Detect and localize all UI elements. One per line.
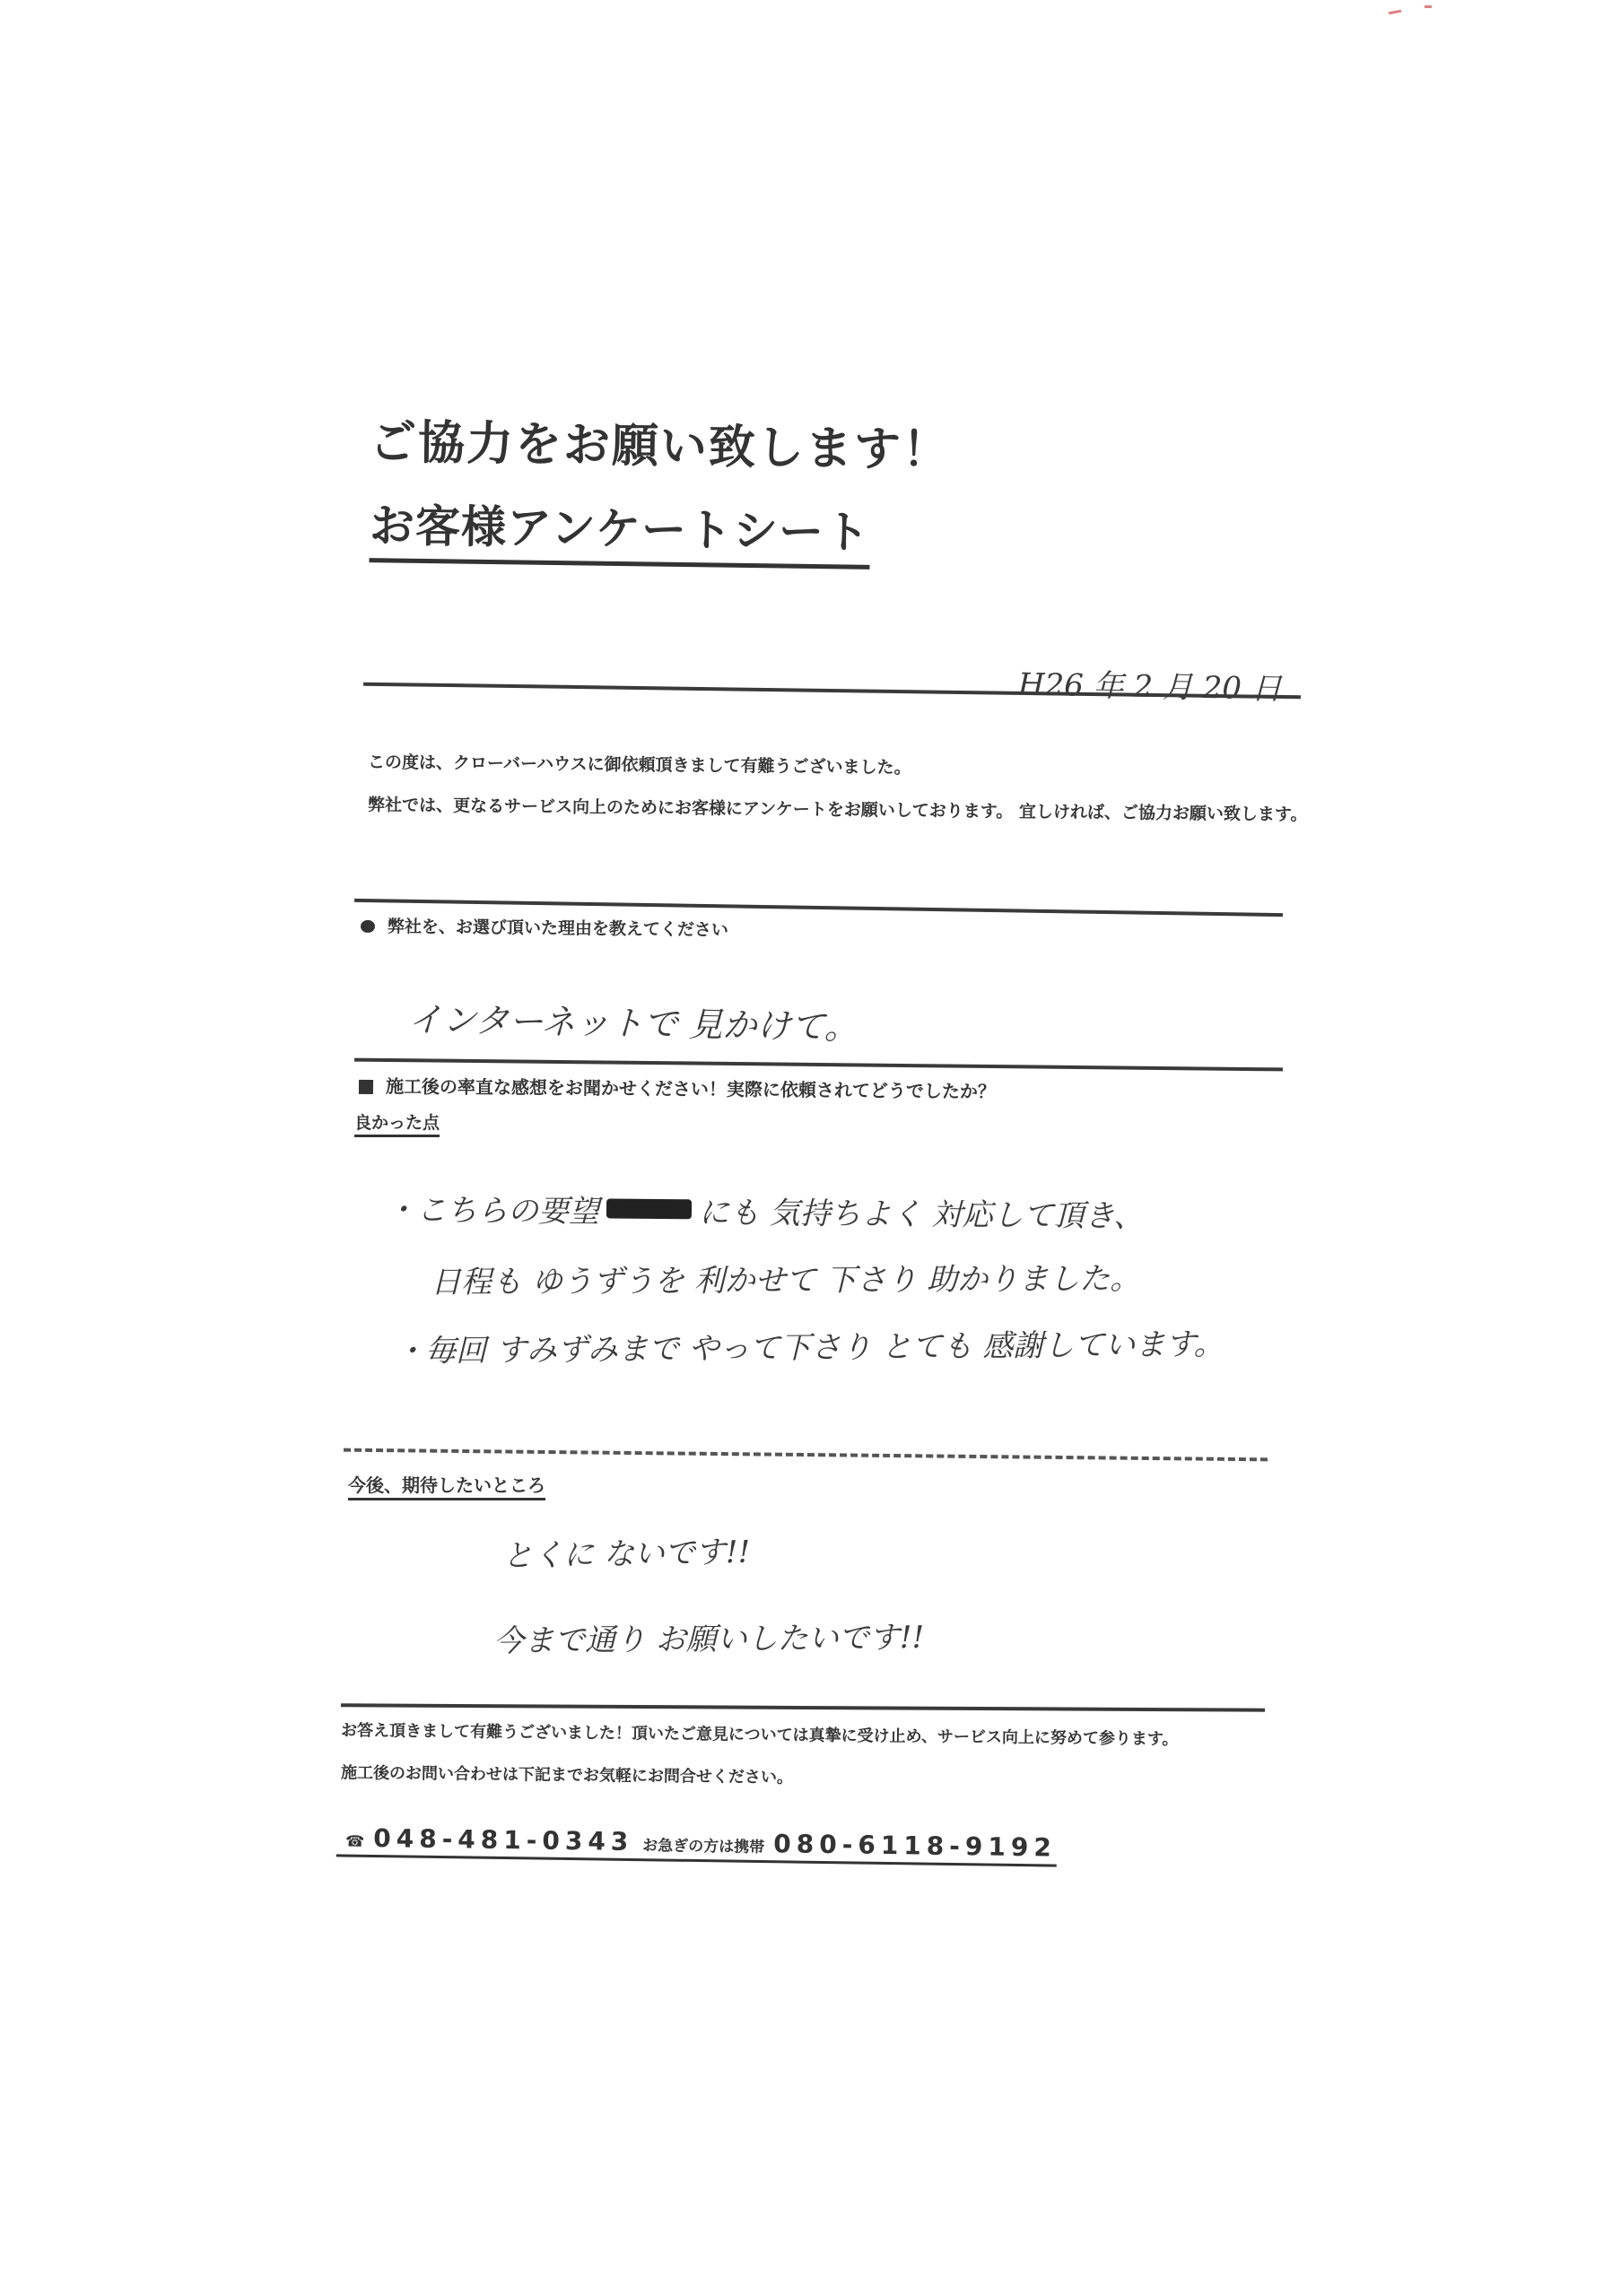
header-title-line2: お客様アンケートシート — [369, 490, 870, 570]
q2-sublabel: 良かった点 — [354, 1113, 440, 1137]
q2-answer-line1-b: にも 気持ちよく 対応して頂き、 — [698, 1195, 1145, 1235]
q3-answer-line2: 今まで通り お願いしたいです!! — [492, 1619, 925, 1660]
q2-answer-line1-a: ・こちらの要望 — [385, 1192, 600, 1231]
phone-number-1: 048-481-0343 — [373, 1822, 634, 1857]
q3-rule — [344, 1448, 1268, 1462]
q3-label: 今後、期待したいところ — [348, 1474, 545, 1500]
q2-label: 施工後の率直な感想をお聞かせください！実際に依頼されてどうでしたか？ — [385, 1075, 997, 1103]
q3-answer-line1: とくに ないです!! — [501, 1534, 751, 1575]
footer-line2: 施工後のお問い合わせは下記までお気軽にお問合せください。 — [340, 1763, 794, 1787]
q1-label: 弊社を、お選び頂いた理由を教えてください — [387, 917, 729, 941]
footer-rule — [341, 1703, 1265, 1711]
scan-mark — [1389, 10, 1401, 14]
q2-label-row — [359, 1072, 996, 1103]
footer-line1: お答え頂きまして有難うございました！頂いたご意見については真摯に受け止め、サービス向上に努めて参ります。 — [340, 1721, 1179, 1749]
q2-bullet-icon — [359, 1080, 373, 1094]
phone-icon: ☎ — [344, 1832, 365, 1851]
header-title-line1: ご協力をお願い致します！ — [369, 415, 952, 478]
phone-number-2: 080-6118-9192 — [773, 1829, 1058, 1863]
q1-label-row — [361, 913, 728, 941]
q2-answer-line3: ・毎回 すみずみまで やって下さり とても 感謝しています。 — [394, 1326, 1224, 1370]
intro-line2: 弊社では、更なるサービス向上のためにお客様にアンケートをお願いしております。 宜しければ、ご協力お願い致します。 — [367, 795, 1308, 825]
q1-bullet-icon — [361, 920, 375, 933]
mobile-label: お急ぎの方は携帯 — [642, 1837, 765, 1857]
redacted-scribble — [606, 1198, 692, 1219]
q1-answer: インターネットで 見かけて。 — [407, 999, 859, 1048]
date-handwritten: H26 年 2 月 20 日 — [1017, 666, 1283, 708]
q2-answer-line1 — [386, 1185, 1145, 1235]
intro-line1: この度は、クローバーハウスに御依頼頂きまして有難うございました。 — [367, 752, 911, 778]
scan-mark — [1425, 5, 1432, 8]
q2-answer-line2: 日程も ゆうずうを 利かせて 下さり 助かりました。 — [430, 1260, 1141, 1301]
q2-rule — [354, 1058, 1283, 1072]
phone-row — [336, 1822, 1057, 1866]
